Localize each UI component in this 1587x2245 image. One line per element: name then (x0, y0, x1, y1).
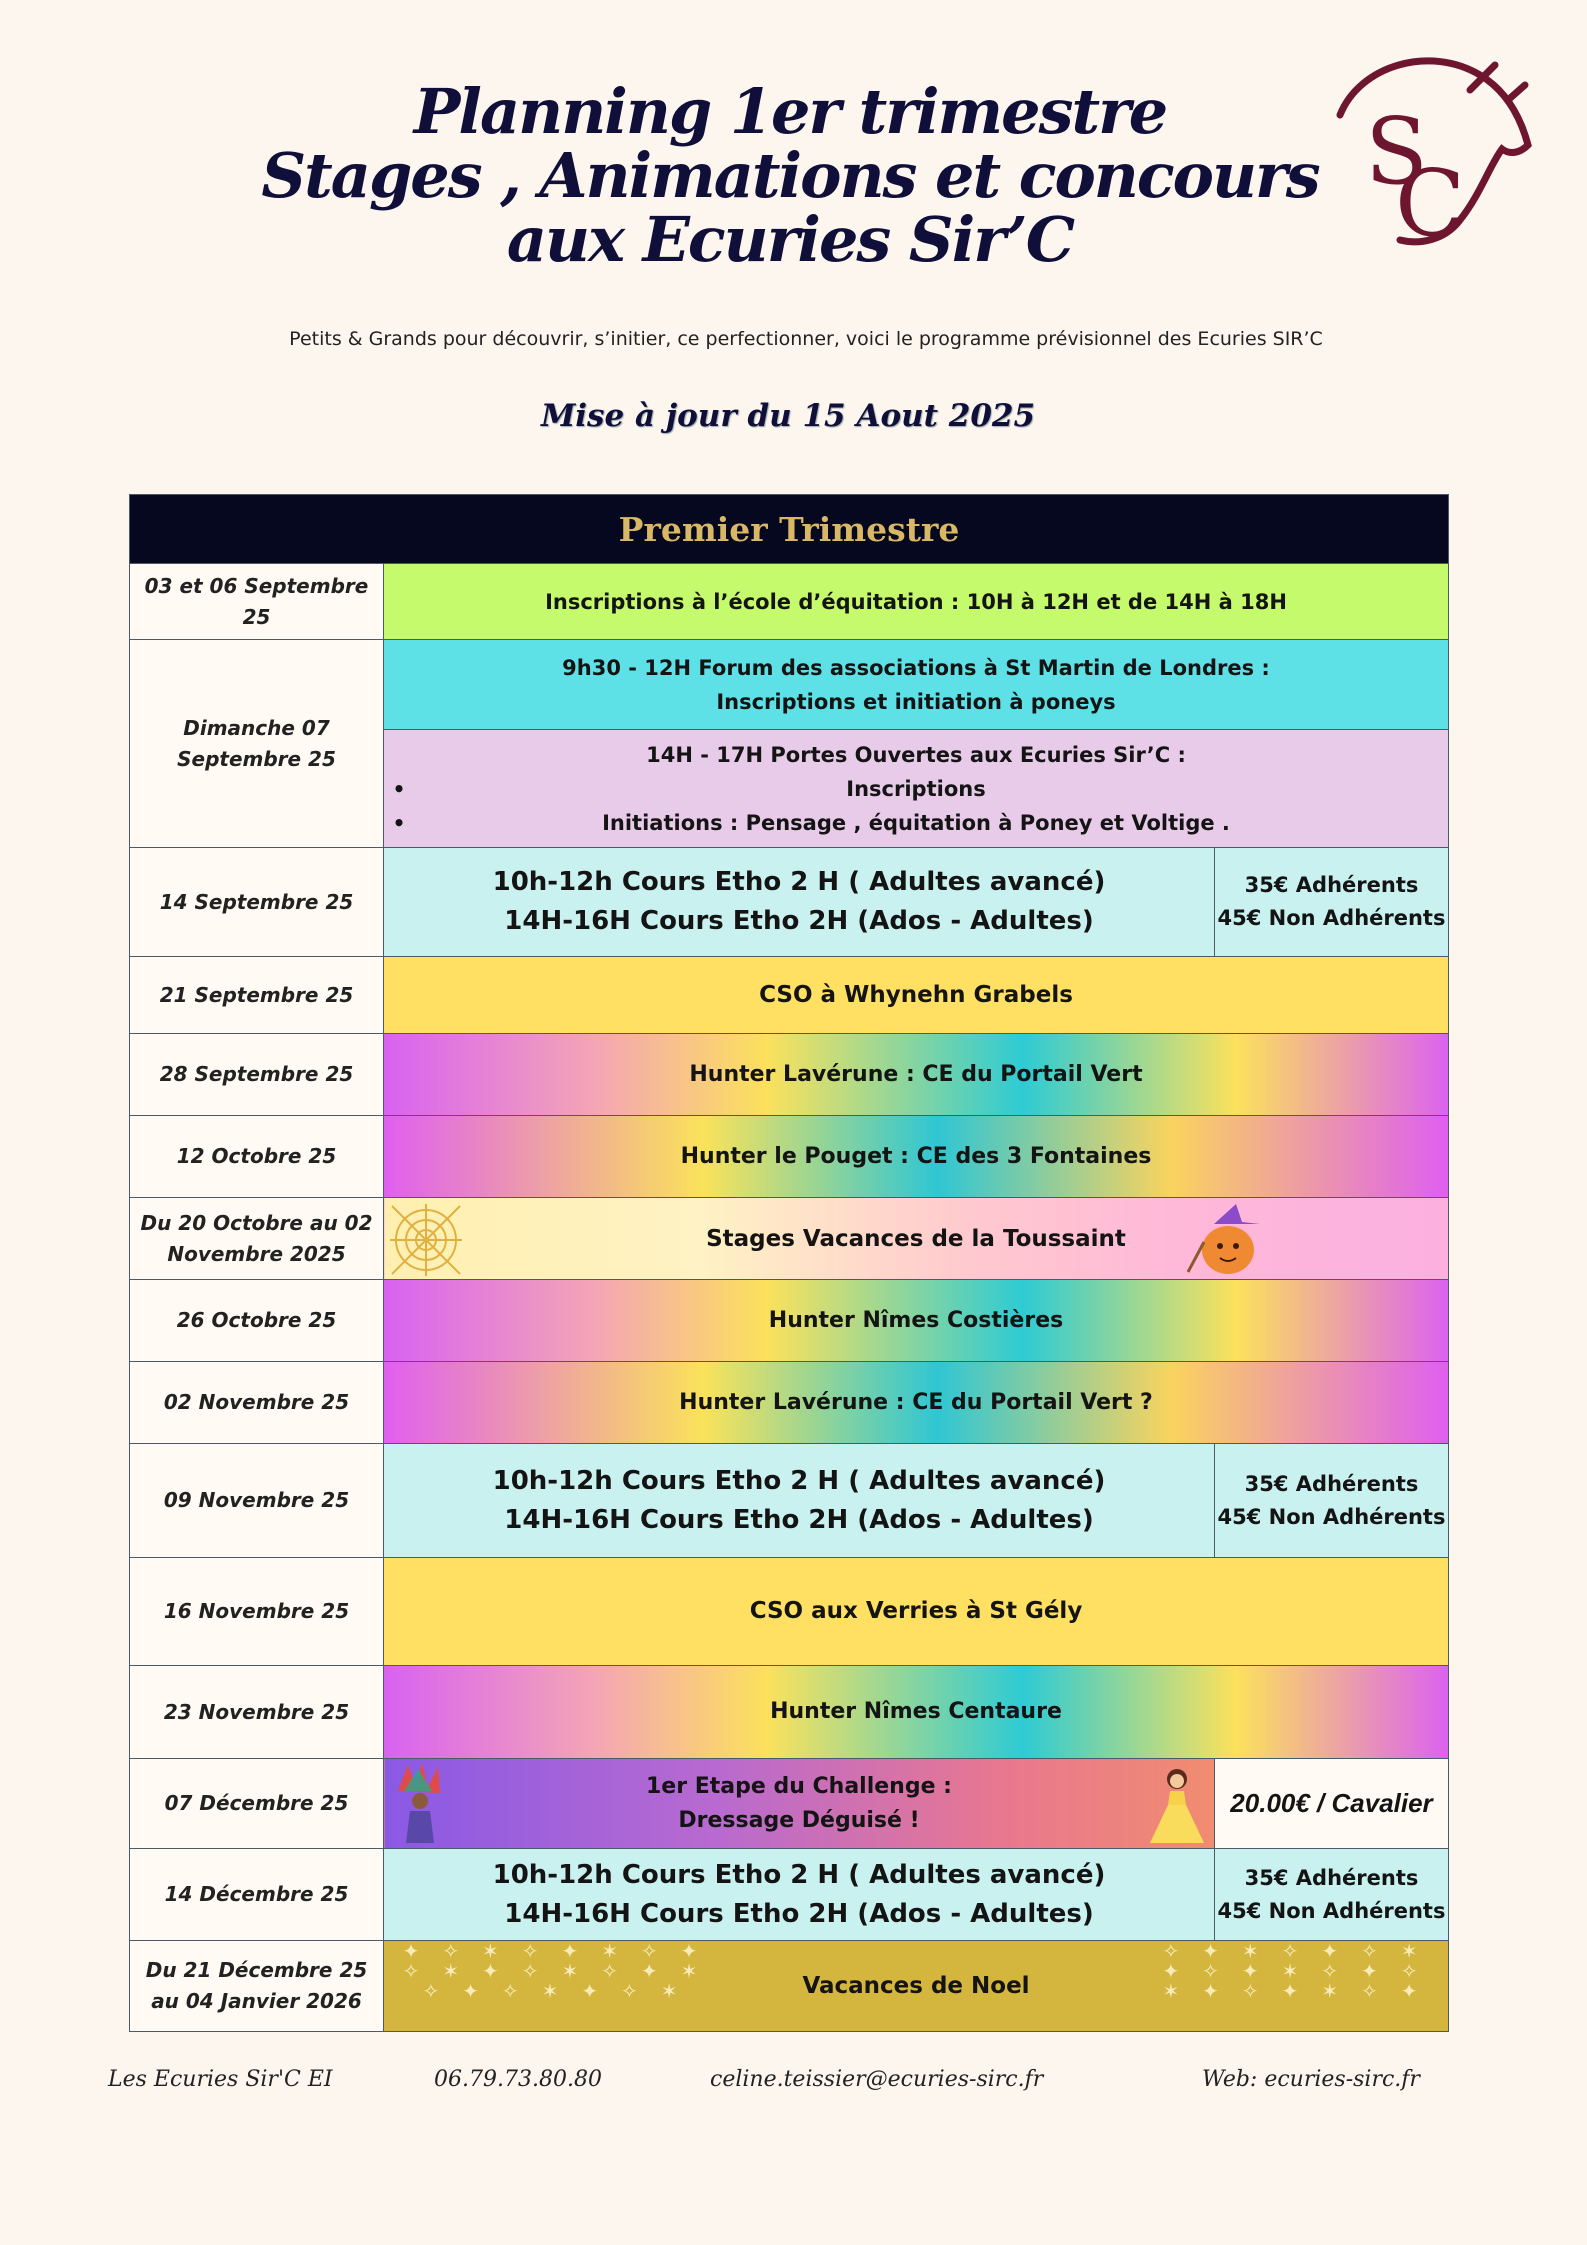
table-header: Premier Trimestre (130, 495, 1449, 564)
table-row (130, 564, 1449, 640)
price-members: 35€ Adhérents (1244, 1865, 1419, 1890)
event-date: 28 Septembre 25 (130, 1034, 384, 1116)
event-date: 16 Novembre 25 (130, 1558, 384, 1666)
table-row (130, 1198, 1449, 1280)
event-cell: CSO à Whynehn Grabels (384, 957, 1449, 1034)
price-non-members: 45€ Non Adhérents (1217, 906, 1446, 930)
bullet-list-markers: • • (392, 777, 406, 835)
logo-letter-c: C (1395, 150, 1466, 255)
event-title: Vacances de Noel (802, 1973, 1030, 1999)
table-row (130, 1362, 1449, 1444)
price-members: 35€ Adhérents (1244, 1471, 1419, 1496)
sparkles-left-icon: ✦ ✧ ✶ ✧ ✦ ✶ ✧ ✦ ✧ ✶ ✦ ✧ ✶ ✧ ✦ ✶ ✧ ✦ ✧ ✶ ✦ ✧ ✶ (402, 1940, 706, 2003)
event-line: 1er Etape du Challenge : (646, 1773, 952, 1799)
event-date: 14 Décembre 25 (130, 1849, 384, 1941)
price-cell (1215, 1444, 1449, 1558)
event-line: 14H-16H Cours Etho 2H (Ados - Adultes) (504, 1898, 1094, 1929)
title-line-2: Stages , Animations et concours (261, 139, 1319, 212)
title-line-3: aux Ecuries Sir’C (506, 203, 1074, 276)
price-cell (1215, 848, 1449, 957)
intro-text: Petits & Grands pour découvrir, s’initier, ce perfectionner, voici le programme prévisionnel des Ecuries SIR’C (289, 328, 1323, 350)
spiderweb-icon (388, 1202, 464, 1278)
event-cell: Inscriptions à l’école d’équitation : 10H à 12H et de 14H à 18H (384, 564, 1449, 640)
event-line: Inscriptions et initiation à poneys (716, 689, 1116, 714)
event-line: 9h30 - 12H Forum des associations à St Martin de Londres : (562, 655, 1270, 680)
event-date: 26 Octobre 25 (130, 1280, 384, 1362)
carnival-dancer-icon (388, 1761, 450, 1845)
table-row (130, 1280, 1449, 1362)
event-cell-open-day (384, 730, 1449, 848)
event-cell (384, 848, 1215, 957)
footer-company: Les Ecuries Sir'C EI (108, 2067, 333, 2092)
logo-letter-s: S (1365, 98, 1429, 205)
table-row (130, 1759, 1449, 1849)
event-date: Dimanche 07 Septembre 25 (130, 640, 384, 848)
event-cell (384, 1759, 1215, 1849)
event-line: 14H-16H Cours Etho 2H (Ados - Adultes) (504, 906, 1094, 936)
table-row (130, 640, 1449, 730)
table-row (130, 1116, 1449, 1198)
event-cell: CSO aux Verries à St Gély (384, 1558, 1449, 1666)
list-item: Inscriptions (846, 776, 986, 801)
event-date: 21 Septembre 25 (130, 957, 384, 1034)
event-line: 14H-16H Cours Etho 2H (Ados - Adultes) (504, 1504, 1094, 1535)
event-date: 23 Novembre 25 (130, 1666, 384, 1759)
title-line-1: Planning 1er trimestre (413, 75, 1167, 148)
price-non-members: 45€ Non Adhérents (1217, 1504, 1446, 1529)
list-item: Initiations : Pensage , équitation à Poney et Voltige . (602, 810, 1230, 835)
price-cell (1215, 1849, 1449, 1941)
event-date: 03 et 06 Septembre 25 (130, 564, 384, 640)
event-date: 07 Décembre 25 (130, 1759, 384, 1849)
update-date: Mise à jour du 15 Aout 2025 (540, 398, 1036, 434)
event-title: Stages Vacances de la Toussaint (706, 1225, 1126, 1252)
event-cell: Hunter Nîmes Costières (384, 1280, 1449, 1362)
sparkles-right-icon: ✧ ✦ ✶ ✧ ✦ ✧ ✶ ✦ ✧ ✦ ✶ ✧ ✦ ✧ ✶ ✦ ✧ ✦ ✶ ✧ ✦ (1162, 1940, 1426, 2003)
event-date: Du 20 Octobre au 02 Novembre 2025 (130, 1198, 384, 1280)
table-row (130, 1558, 1449, 1666)
footer-phone: 06.79.73.80.80 (434, 2067, 602, 2092)
table-row (130, 1849, 1449, 1941)
event-date: 09 Novembre 25 (130, 1444, 384, 1558)
table-row (130, 1444, 1449, 1558)
table-row (130, 1941, 1449, 2032)
event-cell (384, 1849, 1215, 1941)
event-cell: Hunter Lavérune : CE du Portail Vert (384, 1034, 1449, 1116)
price-cell: 20.00€ / Cavalier (1215, 1759, 1449, 1849)
event-line: 10h-12h Cours Etho 2 H ( Adultes avancé) (492, 1859, 1106, 1890)
table-row (130, 1034, 1449, 1116)
event-cell: Hunter Lavérune : CE du Portail Vert ? (384, 1362, 1449, 1444)
event-line: 10h-12h Cours Etho 2 H ( Adultes avancé) (492, 1465, 1106, 1496)
princess-icon (1146, 1761, 1208, 1845)
event-cell (384, 1941, 1449, 2032)
sirc-logo (1320, 45, 1540, 255)
event-date: 02 Novembre 25 (130, 1362, 384, 1444)
event-cell: Hunter le Pouget : CE des 3 Fontaines (384, 1116, 1449, 1198)
event-line: 10h-12h Cours Etho 2 H ( Adultes avancé) (492, 867, 1106, 897)
footer-website[interactable]: Web: ecuries-sirc.fr (1202, 2067, 1420, 2092)
event-line: Dressage Déguisé ! (678, 1807, 920, 1833)
page-title (230, 75, 1350, 276)
table-row (130, 1666, 1449, 1759)
event-line: 14H - 17H Portes Ouvertes aux Ecuries Sir’C : (646, 742, 1186, 767)
event-cell (384, 1444, 1215, 1558)
event-date: 12 Octobre 25 (130, 1116, 384, 1198)
event-cell: Hunter Nîmes Centaure (384, 1666, 1449, 1759)
event-date: 14 Septembre 25 (130, 848, 384, 957)
event-date: Du 21 Décembre 25 au 04 Janvier 2026 (130, 1941, 384, 2032)
planning-table (129, 494, 1449, 2032)
footer-email[interactable]: celine.teissier@ecuries-sirc.fr (710, 2067, 1044, 2092)
event-cell (384, 1198, 1449, 1280)
table-row (130, 957, 1449, 1034)
price-members: 35€ Adhérents (1244, 873, 1419, 897)
table-row (130, 848, 1449, 957)
price-non-members: 45€ Non Adhérents (1217, 1898, 1446, 1923)
pumpkin-witch-hat-icon (1184, 1202, 1264, 1278)
event-cell-forum (384, 640, 1449, 730)
